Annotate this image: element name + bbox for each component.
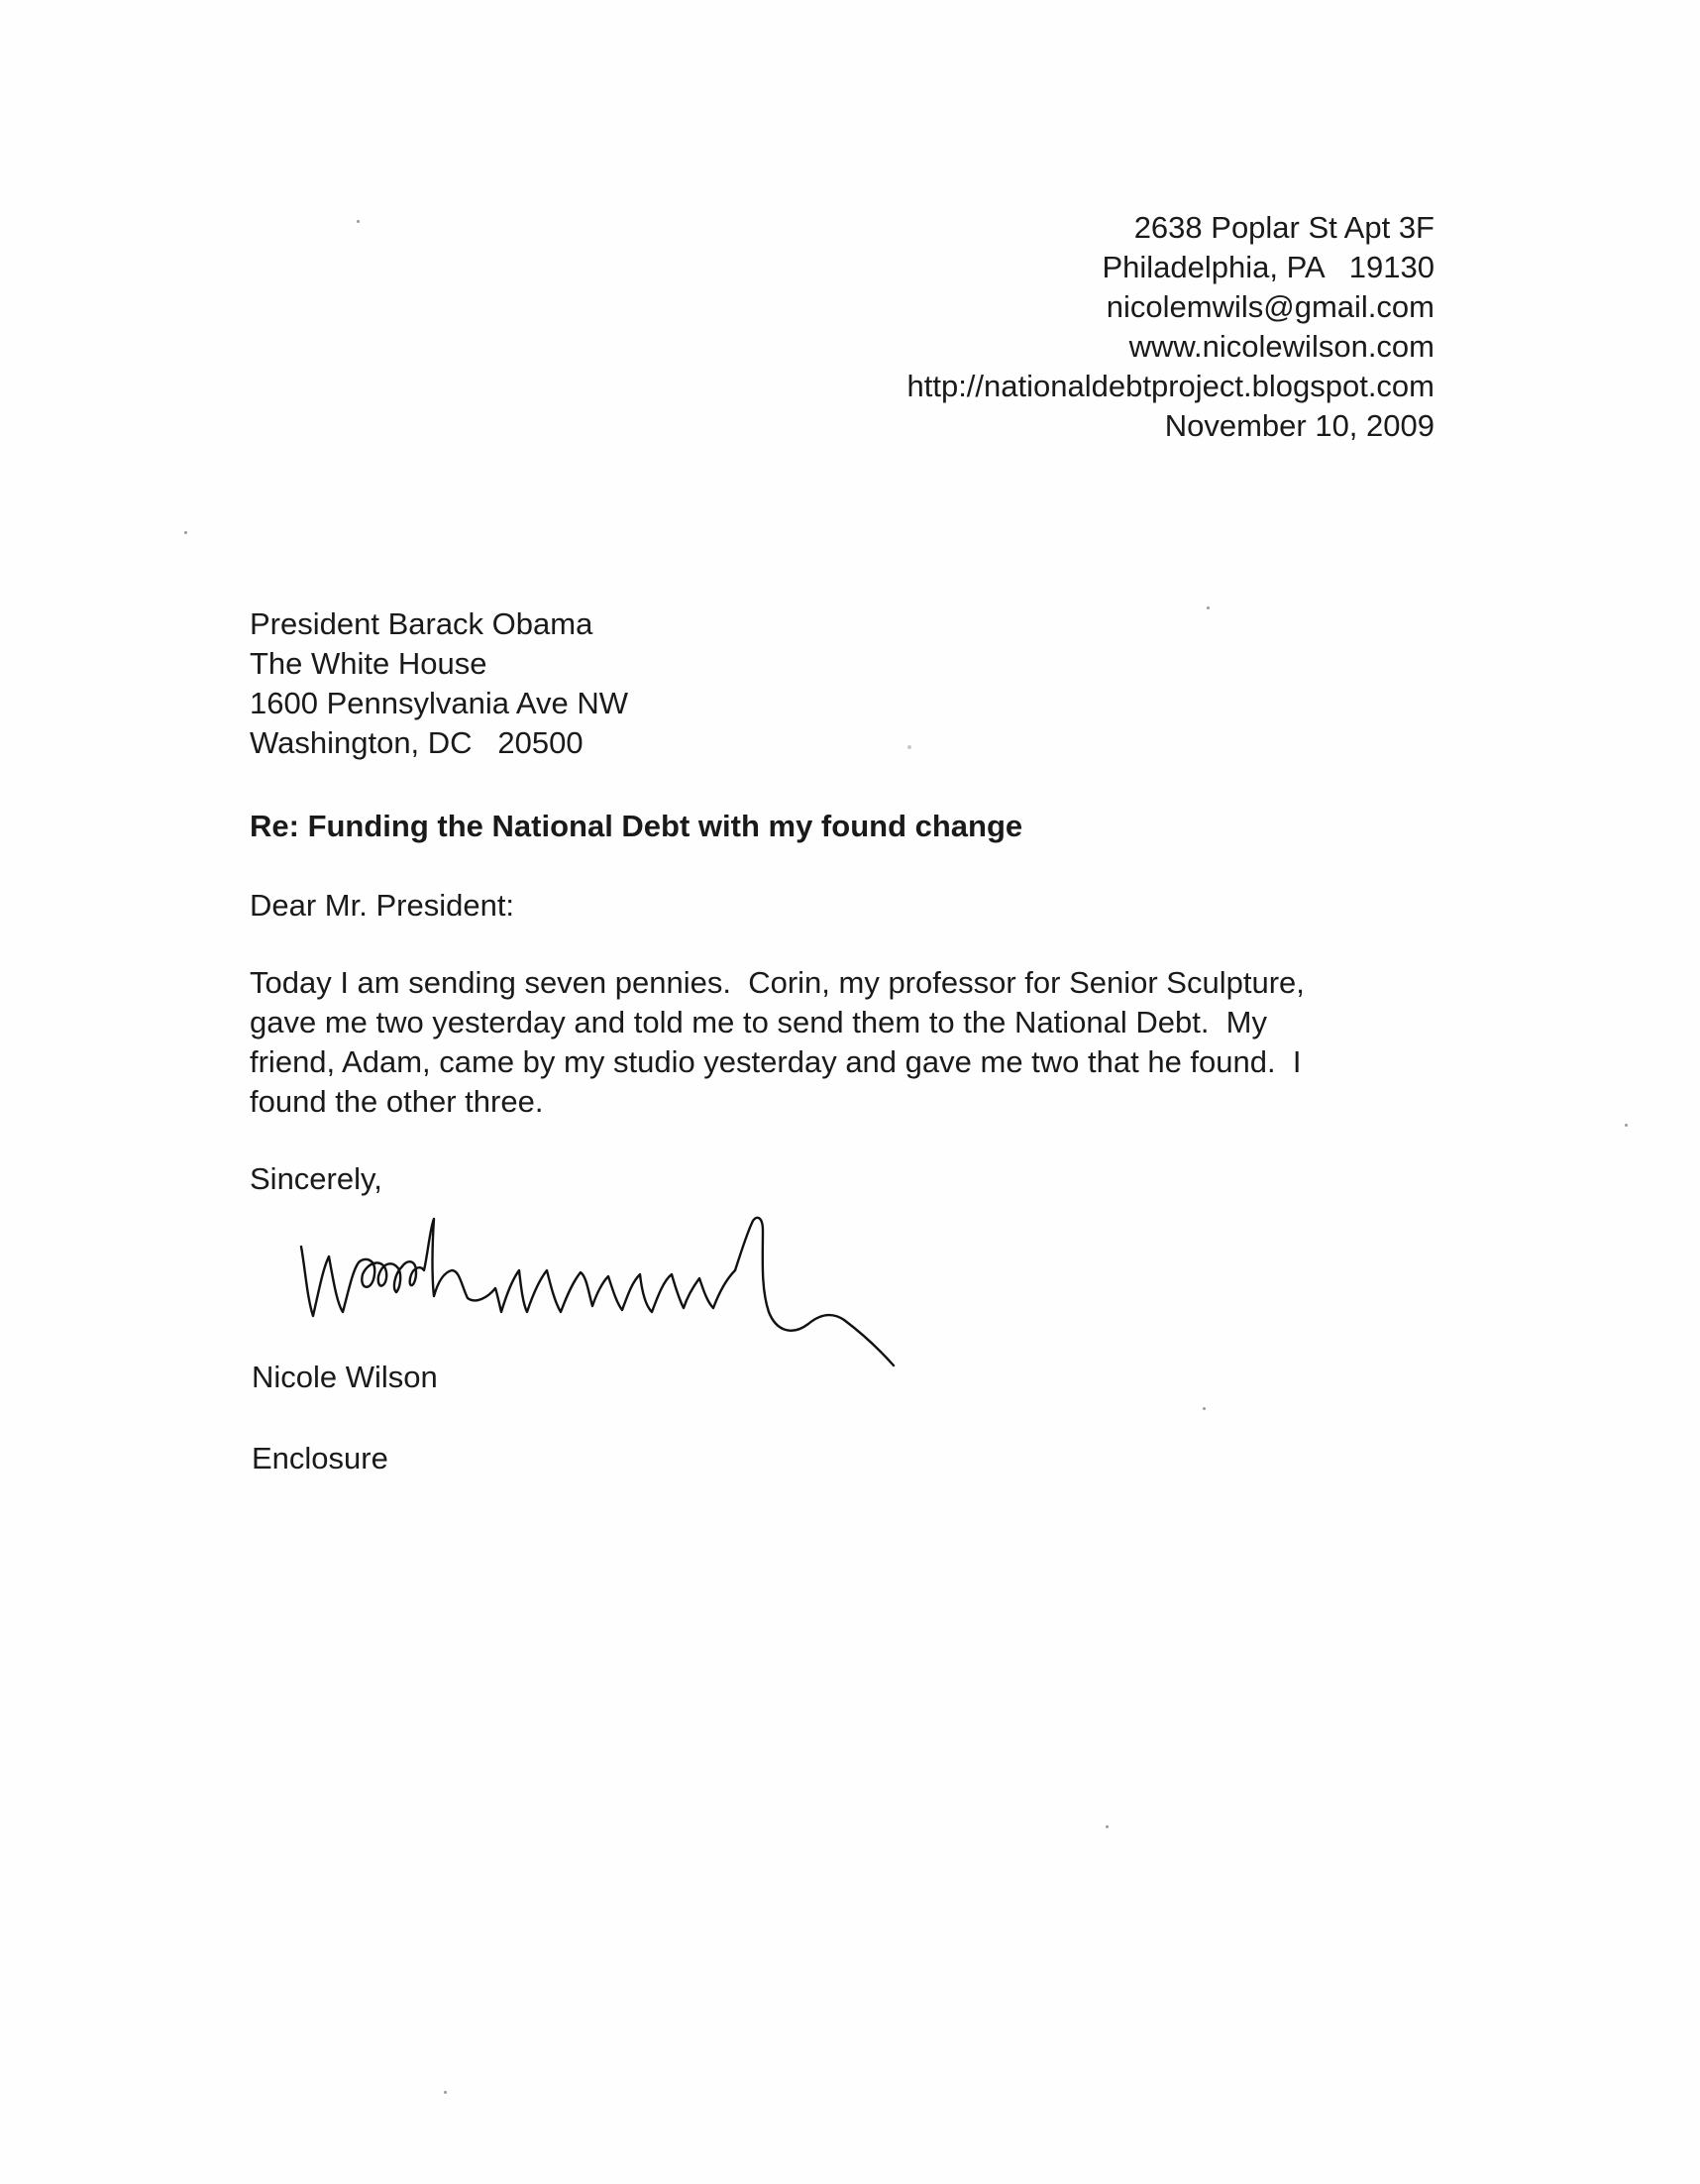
recipient-organization: The White House xyxy=(250,646,487,681)
recipient-name: President Barack Obama xyxy=(250,606,593,641)
scan-speck xyxy=(1203,1407,1206,1410)
body-line: gave me two yesterday and told me to send them to the National Debt. My xyxy=(250,1005,1267,1039)
closing: Sincerely, xyxy=(250,1161,382,1196)
subject-line: Re: Funding the National Debt with my found change xyxy=(250,809,1023,843)
salutation: Dear Mr. President: xyxy=(250,888,515,923)
body-line: friend, Adam, came by my studio yesterday and gave me two that he found. I xyxy=(250,1044,1302,1079)
sender-website: www.nicolewilson.com xyxy=(1128,329,1434,364)
enclosure-notation: Enclosure xyxy=(252,1441,388,1475)
sender-address-block xyxy=(906,208,1434,446)
sender-street: 2638 Poplar St Apt 3F xyxy=(1133,210,1434,245)
scan-speck xyxy=(907,745,911,749)
scan-speck xyxy=(1106,1825,1109,1828)
sender-city-state-zip: Philadelphia, PA 19130 xyxy=(1102,250,1434,284)
signer-name: Nicole Wilson xyxy=(252,1360,438,1394)
sender-blog-url: http://nationaldebtproject.blogspot.com xyxy=(906,369,1434,403)
body-paragraph xyxy=(250,963,1438,1122)
recipient-address-block xyxy=(250,604,628,763)
letter-date: November 10, 2009 xyxy=(1164,408,1434,443)
handwritten-signature xyxy=(293,1209,1046,1377)
scan-speck xyxy=(184,531,187,534)
scan-speck xyxy=(444,2091,447,2094)
sender-email: nicolemwils@gmail.com xyxy=(1106,289,1434,324)
body-line: found the other three. xyxy=(250,1084,544,1119)
body-line: Today I am sending seven pennies. Corin, my professor for Senior Sculpture, xyxy=(250,965,1305,1000)
scan-speck xyxy=(357,220,360,223)
scan-speck xyxy=(1625,1124,1628,1127)
recipient-street: 1600 Pennsylvania Ave NW xyxy=(250,686,628,720)
scan-speck xyxy=(1207,606,1210,609)
recipient-city-state-zip: Washington, DC 20500 xyxy=(250,725,584,760)
